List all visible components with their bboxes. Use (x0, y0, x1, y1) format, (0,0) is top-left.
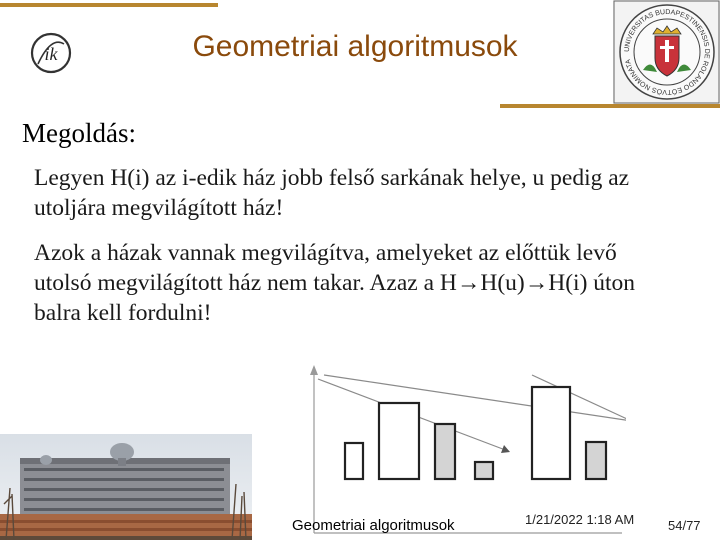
paragraph-rule: Azok a házak vannak megvilágítva, amelyeket az előttük levő utolsó megvilágított ház nem takar. Azaz a H→H(u)→H(i) úton balra kell fordulni! (34, 240, 636, 326)
ik-logo-icon (28, 30, 74, 76)
seal-text: UNIVERSITAS BUDAPESTINENSIS DE ROLANDO EÖTVÖS NOMINATA (623, 8, 711, 96)
footer-date: 1/21/2022 1:18 AM (525, 512, 635, 527)
house-6 (586, 442, 606, 479)
university-seal-icon (613, 0, 720, 104)
footer-title: Geometriai algoritmusok (292, 517, 455, 534)
slide-title: Geometriai algoritmusok (192, 30, 518, 63)
houses-diagram (296, 355, 626, 535)
top-accent-bar (0, 3, 218, 7)
house-4 (475, 462, 493, 479)
logo-text: ik (44, 44, 58, 64)
house-1 (345, 443, 363, 479)
paragraph-definition: Legyen H(i) az i-edik ház jobb felső sarkának helye, u pedig az utoljára megvilágított ház! (34, 165, 630, 221)
house-3 (435, 424, 455, 479)
footer-page-number: 54/77 (668, 518, 701, 533)
house-5 (532, 387, 570, 479)
section-heading: Megoldás: (22, 118, 136, 148)
house-2 (379, 403, 419, 479)
header-accent-bar (500, 104, 720, 108)
campus-building-photo (0, 434, 252, 540)
